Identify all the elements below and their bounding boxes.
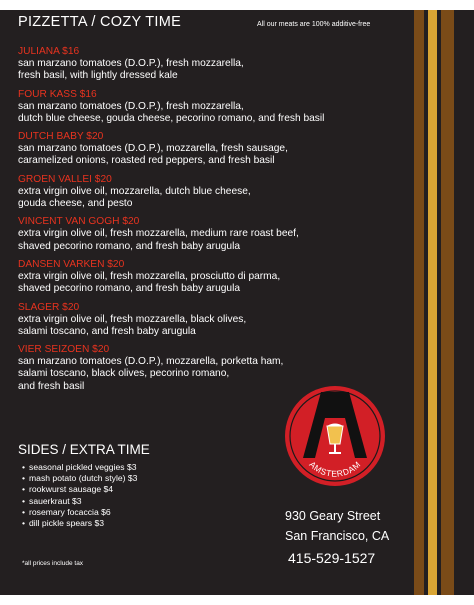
side-item: • seasonal pickled veggies $3 [22,462,137,473]
item-name: SLAGER $20 [18,301,80,313]
item-description-line: extra virgin olive oil, mozzarella, dutch blue cheese, [18,185,251,197]
amsterdam-logo [283,384,387,488]
item-description-line: san marzano tomatoes (D.O.P.), mozzarella, porketta ham, [18,356,284,368]
item-description-line: san marzano tomatoes (D.O.P.), mozzarella, fresh sausage, [18,143,288,155]
menu-item [18,131,408,168]
phone-number: 415-529-1527 [288,550,376,566]
side-item: • dill pickle spears $3 [22,518,137,529]
item-description-line: salami toscano, and fresh baby arugula [18,325,196,337]
address-line-1: 930 Geary Street [285,509,381,523]
item-description-line: shaved pecorino romano, and fresh baby arugula [18,283,241,295]
item-name: VIER SEIZOEN $20 [18,344,110,356]
pizzetta-list [18,46,408,399]
menu-title: PIZZETTA / COZY TIME [18,14,182,30]
item-description-line: extra virgin olive oil, fresh mozzarella, black olives, [18,313,247,325]
side-item: • rosemary focaccia $6 [22,507,137,518]
item-name: GROEN VALLEI $20 [18,173,112,185]
address-line-2: San Francisco, CA [285,529,390,543]
sides-title: SIDES / EXTRA TIME [18,442,150,457]
sides-list [22,462,137,529]
menu-item [18,46,408,83]
side-item: • sauerkraut $3 [22,496,137,507]
additive-free-note: All our meats are 100% additive-free [257,21,371,28]
tax-note: *all prices include tax [22,560,84,567]
menu-item [18,174,408,211]
item-description-line: salami toscano, black olives, pecorino romano, [18,368,230,380]
item-description-line: dutch blue cheese, gouda cheese, pecorino romano, and fresh basil [18,112,325,124]
decorative-stripe-dark-left [414,10,424,595]
item-description-line: extra virgin olive oil, fresh mozzarella, prosciutto di parma, [18,270,281,282]
item-name: FOUR KASS $16 [18,88,97,100]
decorative-stripe-gold [428,10,437,595]
side-item: • rookwurst sausage $4 [22,484,137,495]
menu-item [18,216,408,253]
item-name: VINCENT VAN GOGH $20 [18,216,140,228]
menu-item [18,302,408,339]
side-item: • mash potato (dutch style) $3 [22,473,137,484]
item-description-line: caramelized onions, roasted red peppers, and fresh basil [18,155,275,167]
item-description-line: shaved pecorino romano, and fresh baby arugula [18,240,241,252]
menu-item [18,259,408,296]
item-description-line: gouda cheese, and pesto [18,198,133,210]
item-description-line: and fresh basil [18,380,85,392]
item-name: JULIANA $16 [18,46,80,57]
item-name: DANSEN VARKEN $20 [18,258,125,270]
logo-text: AMSTERDAM [307,459,363,479]
item-description-line: fresh basil, with lightly dressed kale [18,70,178,82]
menu-item [18,89,408,126]
decorative-stripe-dark-right [441,10,454,595]
item-description-line: extra virgin olive oil, fresh mozzarella, medium rare roast beef, [18,228,299,240]
item-description-line: san marzano tomatoes (D.O.P.), fresh mozzarella, [18,100,244,112]
item-name: DUTCH BABY $20 [18,131,104,143]
item-description-line: san marzano tomatoes (D.O.P.), fresh mozzarella, [18,58,244,69]
